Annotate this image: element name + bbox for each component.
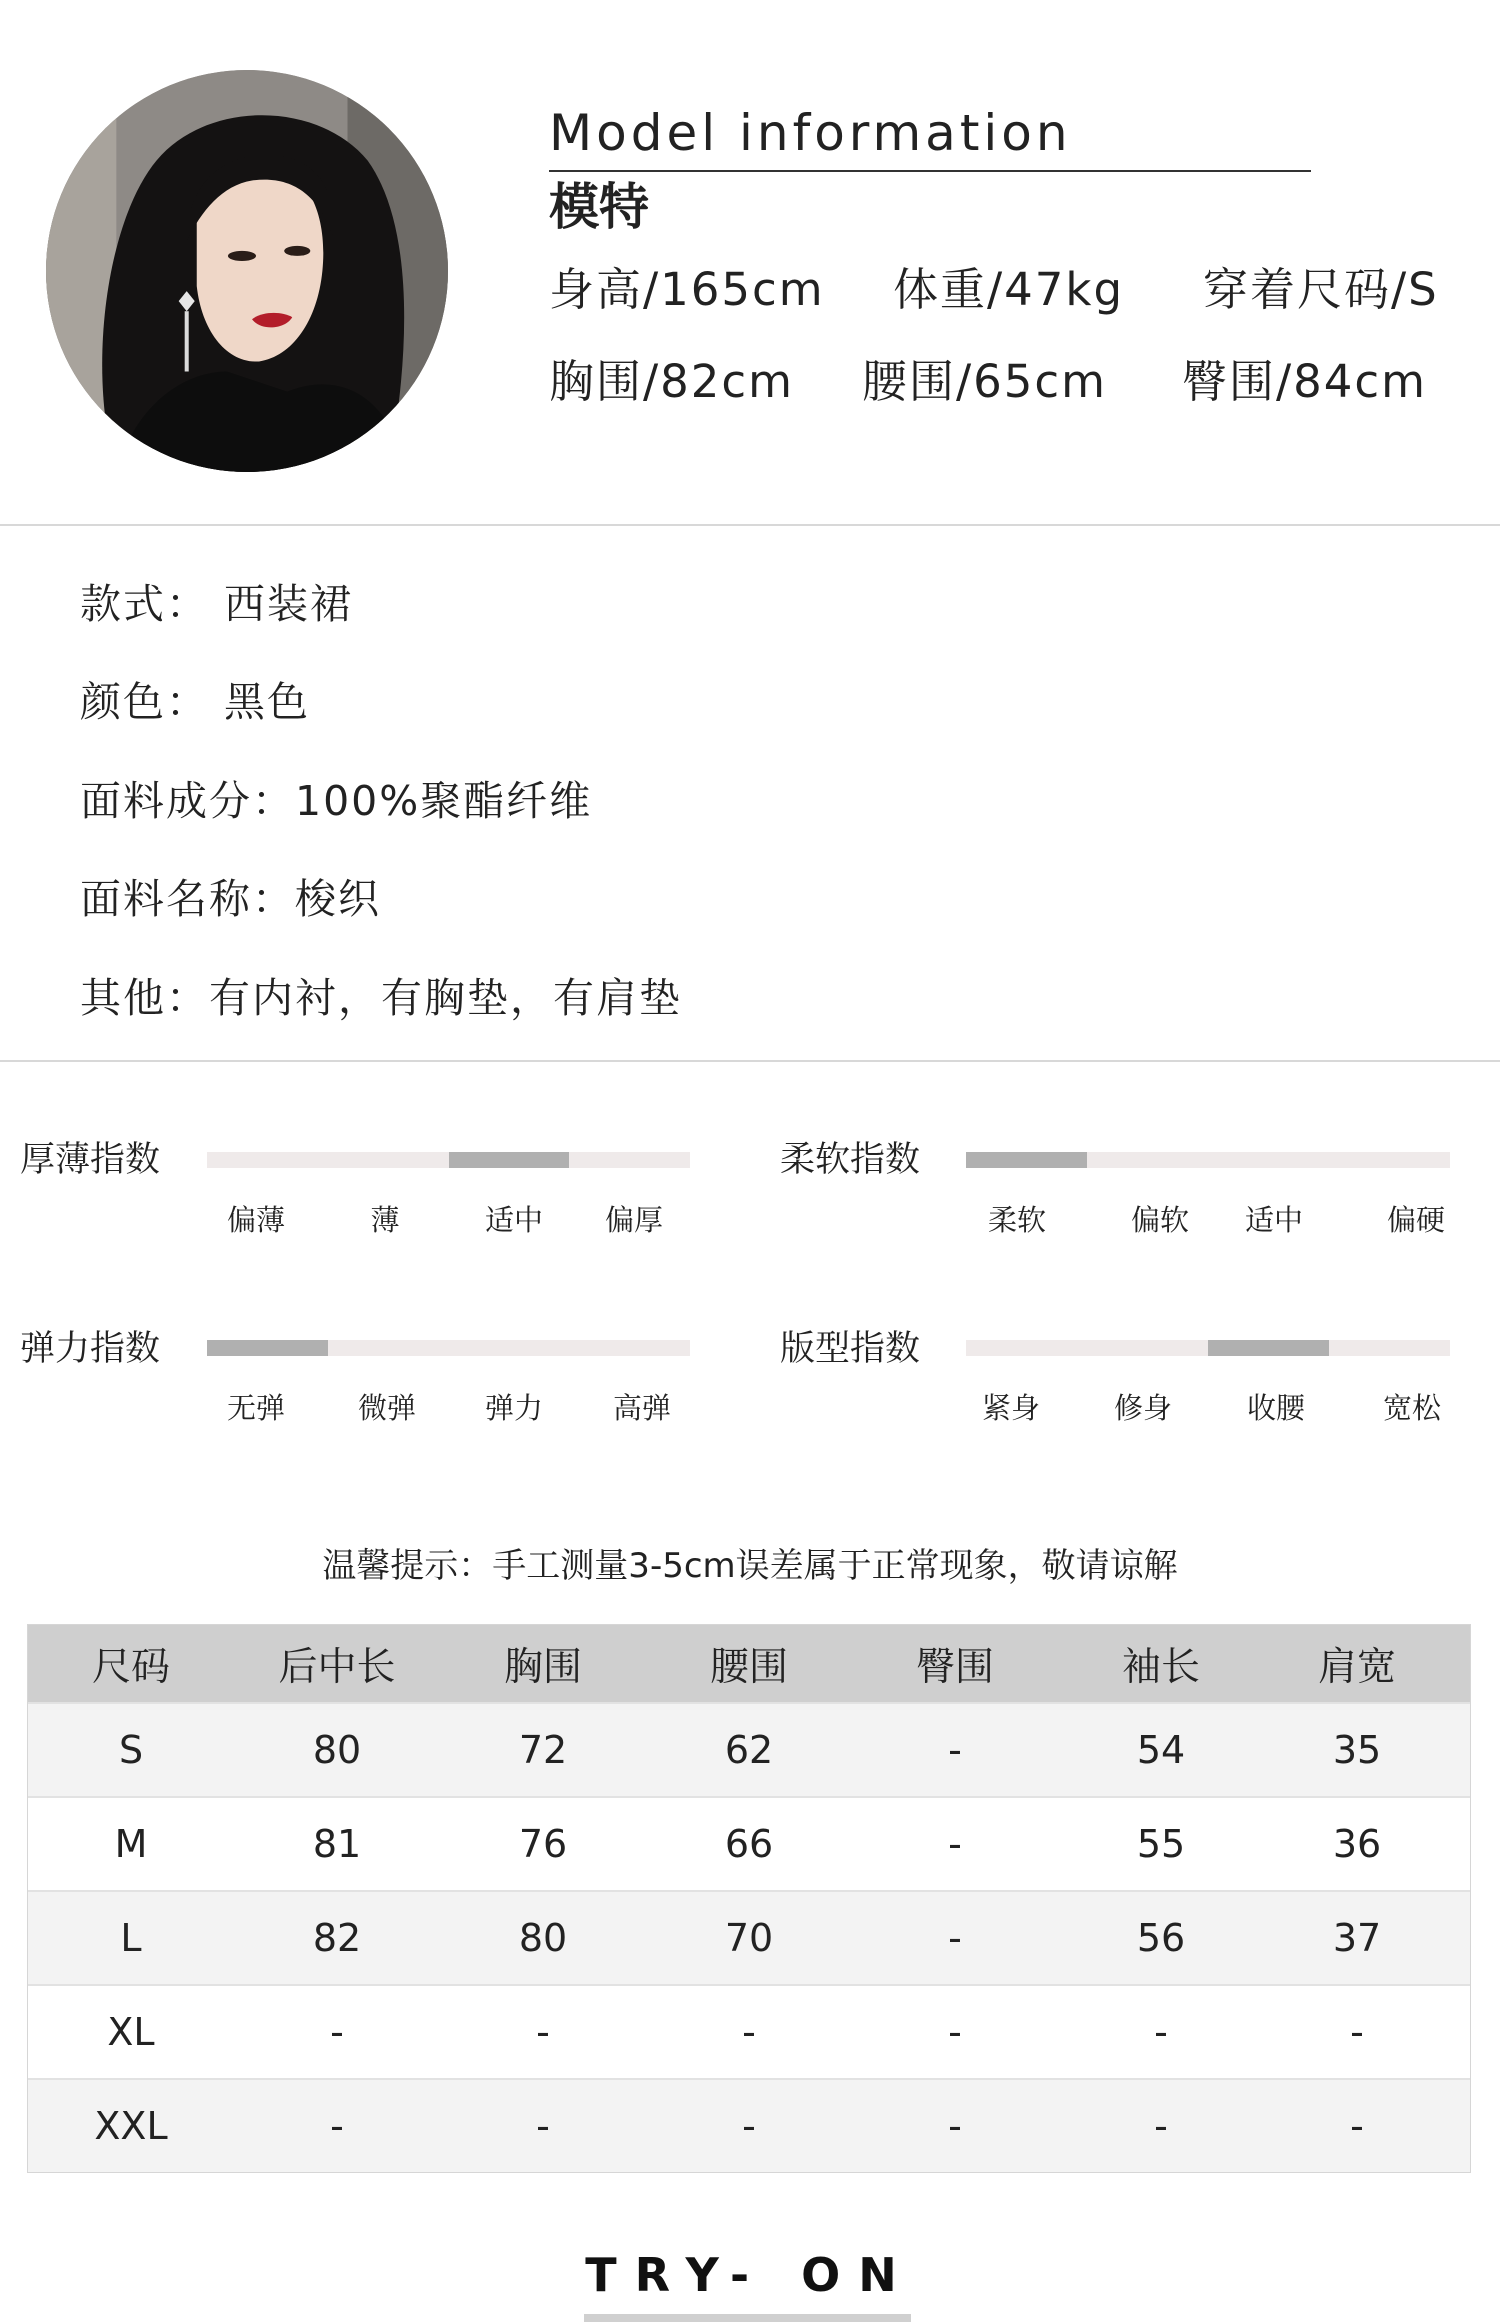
header-cell: 袖长 (1121, 1644, 1200, 1690)
fit-option: 紧身 (981, 1391, 1041, 1425)
try-on-title: TRY- ON (585, 2248, 915, 2302)
model-waist: 腰围/65cm (862, 355, 1107, 408)
table-cell: - (948, 1916, 962, 1960)
size-table (27, 1624, 1471, 2173)
model-title-underline (549, 170, 1311, 172)
thickness-option: 偏薄 (226, 1203, 286, 1237)
attr-other: 其他：有内衬，有胸垫，有肩垫 (80, 974, 682, 1022)
table-cell: - (948, 2010, 962, 2054)
table-cell: - (1154, 2010, 1168, 2054)
thickness-option: 薄 (370, 1203, 400, 1237)
model-info-title: Model information (549, 104, 1072, 162)
table-cell: 80 (312, 1728, 362, 1772)
section-divider (0, 1060, 1500, 1062)
thickness-option: 适中 (484, 1203, 544, 1237)
table-cell: 35 (1332, 1728, 1382, 1772)
table-cell: - (948, 1822, 962, 1866)
model-weight: 体重/47kg (893, 263, 1125, 316)
table-cell: 70 (724, 1916, 774, 1960)
try-on-underline (584, 2314, 911, 2322)
elasticity-option: 弹力 (484, 1391, 544, 1425)
size-table-header (28, 1625, 1470, 1702)
table-cell: XXL (94, 2104, 168, 2148)
table-cell: 76 (518, 1822, 568, 1866)
elasticity-option: 无弹 (226, 1391, 286, 1425)
table-cell: M (114, 1822, 148, 1866)
table-cell: S (118, 1728, 144, 1772)
table-cell: 82 (312, 1916, 362, 1960)
model-avatar (46, 70, 448, 472)
softness-selected-segment (966, 1152, 1087, 1168)
table-row (28, 1702, 1470, 1796)
model-height: 身高/165cm (549, 263, 825, 316)
fit-option: 宽松 (1382, 1391, 1442, 1425)
table-cell: 81 (312, 1822, 362, 1866)
header-cell: 肩宽 (1317, 1644, 1396, 1690)
header-cell: 胸围 (503, 1644, 582, 1690)
fit-option: 收腰 (1246, 1391, 1306, 1425)
table-cell: - (536, 2104, 550, 2148)
softness-option: 柔软 (987, 1203, 1047, 1237)
header-cell: 臀围 (915, 1644, 994, 1690)
table-row (28, 2078, 1470, 2172)
softness-option: 适中 (1244, 1203, 1304, 1237)
attr-composition: 面料成分：100%聚酯纤维 (80, 777, 593, 825)
thickness-index-bar (207, 1152, 690, 1168)
measurement-tip: 温馨提示：手工测量3-5cm误差属于正常现象，敬请谅解 (322, 1546, 1178, 1586)
fit-index-title: 版型指数 (780, 1329, 921, 1369)
table-cell: 54 (1136, 1728, 1186, 1772)
header-cell: 尺码 (91, 1644, 170, 1690)
thickness-option: 偏厚 (604, 1203, 664, 1237)
softness-index-title: 柔软指数 (780, 1140, 921, 1180)
table-cell: 37 (1332, 1916, 1382, 1960)
table-cell: - (1350, 2104, 1364, 2148)
section-divider (0, 524, 1500, 526)
table-cell: - (742, 2104, 756, 2148)
table-cell: - (330, 2104, 344, 2148)
attr-style: 款式： 西装裙 (80, 580, 354, 628)
table-cell: XL (107, 2010, 155, 2054)
elasticity-selected-segment (207, 1340, 328, 1356)
table-cell: 80 (518, 1916, 568, 1960)
table-cell: - (330, 2010, 344, 2054)
fit-option: 修身 (1113, 1391, 1173, 1425)
elasticity-option: 高弹 (612, 1391, 672, 1425)
thickness-selected-segment (449, 1152, 570, 1168)
table-cell: 36 (1332, 1822, 1382, 1866)
model-title-cn: 模特 (549, 178, 649, 236)
elasticity-option: 微弹 (357, 1391, 417, 1425)
fit-index-bar (966, 1340, 1450, 1356)
model-bust: 胸围/82cm (549, 355, 794, 408)
table-cell: 55 (1136, 1822, 1186, 1866)
table-cell: 62 (724, 1728, 774, 1772)
header-cell: 腰围 (709, 1644, 788, 1690)
table-cell: - (1350, 2010, 1364, 2054)
model-hip: 臀围/84cm (1182, 355, 1427, 408)
table-cell: 72 (518, 1728, 568, 1772)
table-row (28, 1796, 1470, 1890)
table-cell: - (948, 1728, 962, 1772)
attr-fabric-name: 面料名称：梭织 (80, 875, 381, 923)
softness-option: 偏硬 (1386, 1203, 1446, 1237)
attr-color: 颜色： 黑色 (80, 678, 311, 726)
softness-option: 偏软 (1130, 1203, 1190, 1237)
table-cell: 56 (1136, 1916, 1186, 1960)
table-cell: L (120, 1916, 142, 1960)
header-cell: 后中长 (278, 1644, 396, 1690)
table-row (28, 1890, 1470, 1984)
model-size: 穿着尺码/S (1203, 263, 1439, 316)
thickness-index-title: 厚薄指数 (20, 1140, 161, 1180)
table-cell: - (948, 2104, 962, 2148)
fit-selected-segment (1208, 1340, 1329, 1356)
softness-index-bar (966, 1152, 1450, 1168)
table-row (28, 1984, 1470, 2078)
table-cell: 66 (724, 1822, 774, 1866)
table-cell: - (742, 2010, 756, 2054)
table-cell: - (1154, 2104, 1168, 2148)
table-cell: - (536, 2010, 550, 2054)
elasticity-index-title: 弹力指数 (20, 1329, 161, 1369)
elasticity-index-bar (207, 1340, 690, 1356)
